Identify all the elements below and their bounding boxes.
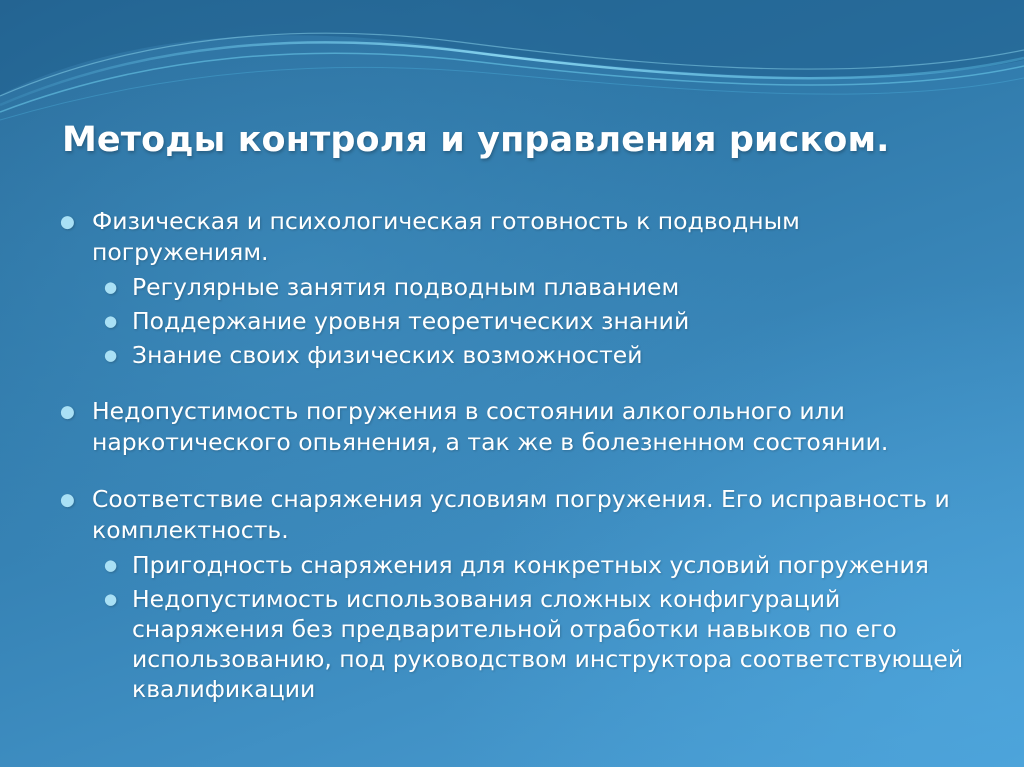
bullet-icon: ●: [60, 402, 75, 422]
sub-bullet-item: [60, 340, 980, 370]
bullet-icon: ●: [104, 590, 118, 608]
bullet-icon: ●: [104, 346, 118, 364]
wave-decoration: [0, 0, 1024, 140]
bullet-item: [60, 396, 980, 458]
sub-bullet-text: Регулярные занятия подводным плаванием: [132, 273, 680, 301]
bullet-text: Недопустимость погружения в состоянии алкогольного или наркотического опьянения, а так же в болезненном состоянии.: [92, 397, 889, 456]
bullet-item: [60, 484, 980, 546]
bullet-icon: ●: [60, 212, 75, 232]
sub-bullet-text: Недопустимость использования сложных конфигураций снаряжения без предварительной отработки навыков по его использованию, под руководством инструктора соответствующей квалификации: [132, 585, 964, 703]
sub-bullet-item: [60, 584, 980, 704]
bullet-icon: ●: [104, 278, 118, 296]
bullet-icon: ●: [104, 312, 118, 330]
sub-bullet-text: Знание своих физических возможностей: [132, 341, 643, 369]
bullet-text: Соответствие снаряжения условиям погружения. Его исправность и комплектность.: [92, 485, 950, 544]
bullet-list: [60, 206, 980, 704]
sub-bullet-text: Поддержание уровня теоретических знаний: [132, 307, 690, 335]
sub-bullet-item: [60, 306, 980, 336]
slide-title: Методы контроля и управления риском.: [62, 120, 890, 160]
bullet-icon: ●: [104, 556, 118, 574]
sub-bullet-item: [60, 272, 980, 302]
sub-bullet-item: [60, 550, 980, 580]
bullet-icon: ●: [60, 490, 75, 510]
sub-bullet-text: Пригодность снаряжения для конкретных условий погружения: [132, 551, 929, 579]
bullet-item: [60, 206, 980, 268]
bullet-text: Физическая и психологическая готовность к подводным погружениям.: [92, 207, 800, 266]
